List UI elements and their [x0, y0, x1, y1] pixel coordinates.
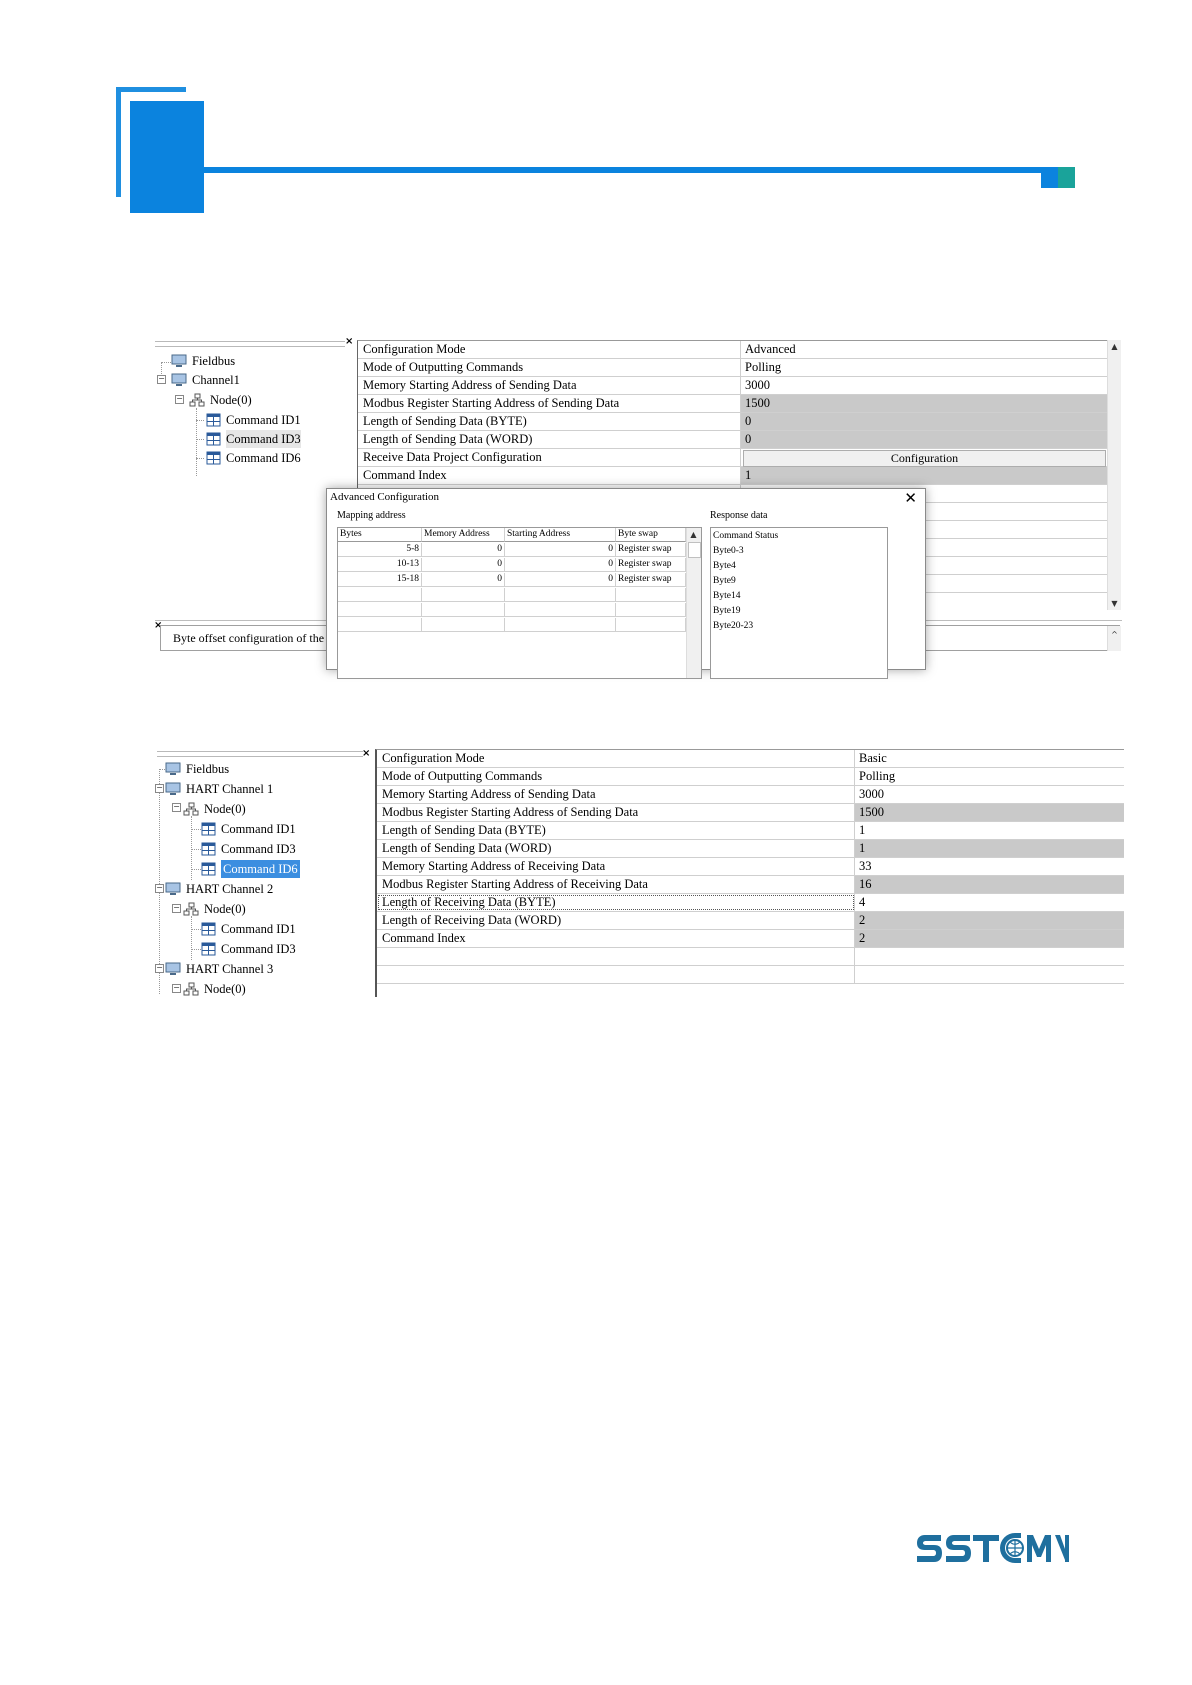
header-rule	[204, 167, 1041, 173]
property-row[interactable]: Command Index 2	[377, 930, 1124, 948]
tree-item-node[interactable]: Node(0)	[183, 800, 246, 818]
property-row[interactable]: Memory Starting Address of Receiving Data 33	[377, 858, 1124, 876]
scroll-up-icon[interactable]: ^	[1111, 630, 1118, 639]
screenshot-basic-config	[155, 744, 1122, 996]
tree-item-command-id3[interactable]: Command ID3	[201, 940, 296, 958]
collapse-icon[interactable]: −	[176, 394, 183, 403]
property-row[interactable]: Modbus Register Starting Address of Sending Data 1500	[377, 804, 1124, 822]
screenshot-advanced-config	[155, 338, 1122, 651]
property-row[interactable]: Memory Starting Address of Sending Data 3000	[358, 377, 1108, 395]
tree-item-node[interactable]: Node(0)	[183, 980, 246, 998]
command-icon	[206, 432, 221, 446]
list-item[interactable]: Command Status	[713, 531, 779, 541]
collapse-icon[interactable]: −	[156, 783, 163, 792]
table-cell[interactable]: 10-13	[338, 558, 422, 572]
property-row[interactable]: Configuration Mode Basic	[377, 750, 1124, 768]
collapse-icon[interactable]: −	[158, 374, 165, 383]
tree-item-fieldbus[interactable]: Fieldbus	[171, 352, 235, 370]
tree-item-command-id3[interactable]: Command ID3	[201, 840, 296, 858]
network-node-icon	[183, 902, 199, 916]
tree-item-node[interactable]: Node(0)	[183, 900, 246, 918]
property-grid-scrollbar[interactable]	[1107, 340, 1121, 610]
tree-item-fieldbus[interactable]: Fieldbus	[165, 760, 229, 778]
table-cell[interactable]: 0	[505, 558, 616, 572]
sstcomm-logo	[915, 1525, 1070, 1577]
command-icon	[201, 922, 216, 936]
command-icon	[201, 862, 216, 876]
collapse-icon[interactable]: −	[156, 883, 163, 892]
property-row-empty	[377, 966, 1124, 984]
network-node-icon	[183, 802, 199, 816]
list-item[interactable]: Byte14	[713, 591, 741, 601]
mapping-address-table	[337, 527, 702, 679]
description-text: Byte offset configuration of the	[173, 631, 325, 645]
scroll-up-icon[interactable]: ▲	[1111, 342, 1118, 351]
collapse-icon[interactable]: −	[156, 963, 163, 972]
property-row[interactable]: Modbus Register Starting Address of Receiving Data 16	[377, 876, 1124, 894]
monitor-icon	[165, 782, 181, 796]
tree-item-command-id1[interactable]: Command ID1	[201, 820, 296, 838]
close-pane-icon[interactable]: ×	[154, 620, 163, 631]
monitor-icon	[165, 762, 181, 776]
tree-item-hart-channel-2[interactable]: HART Channel 2	[165, 880, 273, 898]
column-header: Byte swap	[616, 528, 686, 542]
command-icon	[206, 451, 221, 465]
header-rule-end-blue	[1041, 167, 1058, 188]
tree-item-command-id6[interactable]: Command ID6	[206, 449, 301, 467]
monitor-icon	[165, 882, 181, 896]
advanced-configuration-dialog	[326, 488, 926, 670]
tree-item-node[interactable]: Node(0)	[189, 391, 252, 409]
column-header: Memory Address	[422, 528, 505, 542]
list-item[interactable]: Byte9	[713, 576, 736, 586]
table-cell[interactable]: 0	[505, 573, 616, 587]
property-row-empty	[377, 948, 1124, 966]
mapping-address-label: Mapping address	[337, 510, 406, 521]
tree-item-command-id1[interactable]: Command ID1	[201, 920, 296, 938]
tree-item-hart-channel-3[interactable]: HART Channel 3	[165, 960, 273, 978]
list-item[interactable]: Byte19	[713, 606, 741, 616]
network-node-icon	[183, 982, 199, 996]
monitor-icon	[171, 373, 187, 387]
command-icon	[201, 842, 216, 856]
scroll-up-icon[interactable]: ▲	[690, 530, 697, 539]
tree-item-command-id3[interactable]: Command ID3	[206, 430, 301, 448]
table-cell[interactable]: 0	[422, 558, 505, 572]
property-grid	[375, 749, 1124, 997]
tree-item-hart-channel-1[interactable]: HART Channel 1	[165, 780, 273, 798]
table-cell[interactable]: Register swap	[616, 543, 686, 557]
collapse-icon[interactable]: −	[173, 903, 180, 912]
monitor-icon	[171, 354, 187, 368]
header-rule-end-teal	[1058, 167, 1075, 188]
tree-item-channel1[interactable]: Channel1	[171, 371, 240, 389]
property-row[interactable]: Length of Sending Data (BYTE) 1	[377, 822, 1124, 840]
close-pane-icon[interactable]: ×	[345, 336, 354, 347]
configuration-button[interactable]: Configuration	[743, 450, 1106, 467]
column-header: Bytes	[338, 528, 422, 542]
tree-item-command-id6-selected[interactable]: Command ID6	[201, 860, 300, 878]
header-block-decoration	[130, 101, 204, 213]
command-icon	[206, 413, 221, 427]
list-item[interactable]: Byte20-23	[713, 621, 754, 631]
close-pane-icon[interactable]: ×	[362, 748, 371, 759]
network-node-icon	[189, 393, 205, 407]
table-cell[interactable]: 0	[422, 543, 505, 557]
table-cell[interactable]: Register swap	[616, 558, 686, 572]
list-item[interactable]: Byte4	[713, 561, 736, 571]
command-icon	[201, 942, 216, 956]
table-cell[interactable]: Register swap	[616, 573, 686, 587]
device-tree	[155, 338, 355, 615]
collapse-icon[interactable]: −	[173, 802, 180, 811]
scroll-down-icon[interactable]: ▼	[1111, 599, 1118, 608]
response-data-label: Response data	[710, 510, 768, 521]
column-header: Starting Address	[505, 528, 616, 542]
close-icon[interactable]: ✕	[904, 489, 917, 507]
property-row[interactable]: Mode of Outputting Commands Polling	[358, 359, 1108, 377]
property-row[interactable]: Command Index 1	[358, 467, 1108, 485]
property-row[interactable]: Length of Sending Data (BYTE) 0	[358, 413, 1108, 431]
tree-pane-header	[155, 341, 345, 347]
sstcomm-logo-mark	[915, 1525, 1070, 1577]
property-row[interactable]: Configuration Mode Advanced	[358, 341, 1108, 359]
table-cell[interactable]: 15-18	[338, 573, 422, 587]
table-cell[interactable]: 5-8	[338, 543, 422, 557]
property-row[interactable]: Length of Receiving Data (WORD) 2	[377, 912, 1124, 930]
table-cell[interactable]: 0	[505, 543, 616, 557]
tree-item-command-id1[interactable]: Command ID1	[206, 411, 301, 429]
tree-pane-header	[157, 751, 363, 757]
response-data-list	[710, 527, 888, 679]
property-row[interactable]: Modbus Register Starting Address of Sending Data 1500	[358, 395, 1108, 413]
property-row[interactable]: Length of Sending Data (WORD) 0	[358, 431, 1108, 449]
property-row[interactable]: Memory Starting Address of Sending Data 3000	[377, 786, 1124, 804]
property-row[interactable]: Length of Sending Data (WORD) 1	[377, 840, 1124, 858]
collapse-icon[interactable]: −	[173, 983, 180, 992]
table-cell[interactable]: 0	[422, 573, 505, 587]
mapping-table-scrollbar[interactable]	[686, 528, 701, 678]
device-tree	[155, 744, 373, 996]
list-item[interactable]: Byte0-3	[713, 546, 744, 556]
property-row[interactable]: Receive Data Project Configuration Configuration	[358, 449, 1108, 467]
monitor-icon	[165, 962, 181, 976]
property-row[interactable]: Mode of Outputting Commands Polling	[377, 768, 1124, 786]
description-scrollbar[interactable]	[1107, 626, 1121, 651]
dialog-title: Advanced Configuration	[330, 491, 440, 503]
property-row-focused[interactable]: Length of Receiving Data (BYTE) 4	[377, 894, 1124, 912]
command-icon	[201, 822, 216, 836]
